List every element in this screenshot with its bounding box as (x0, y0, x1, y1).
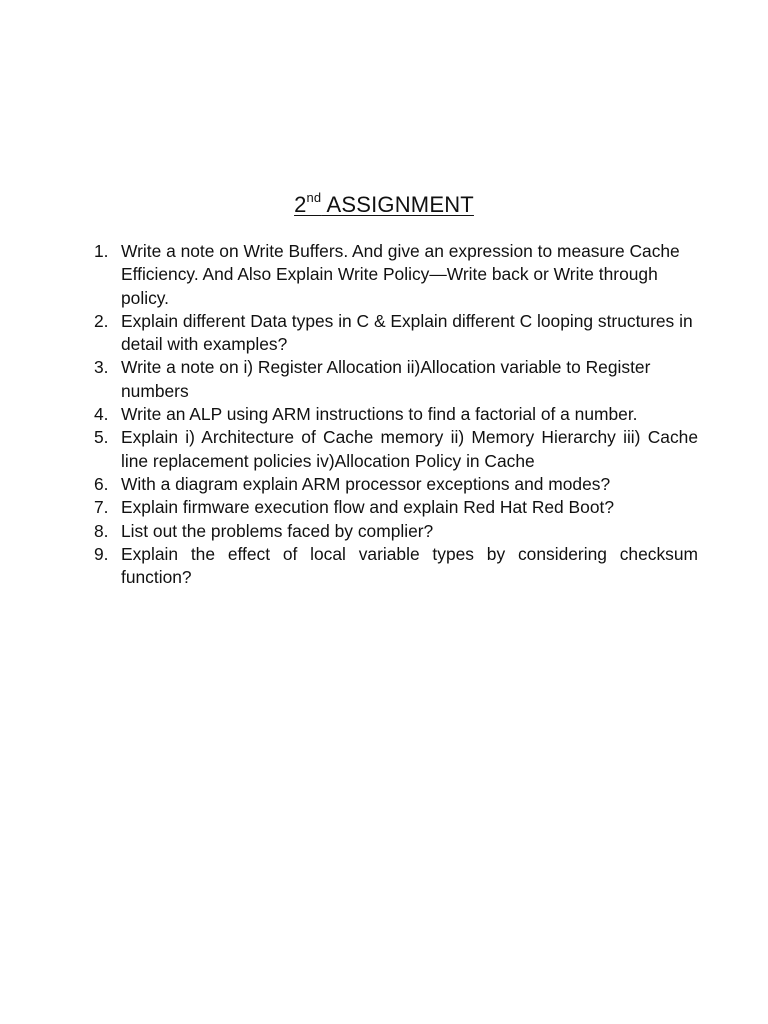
title-superscript: nd (306, 190, 322, 205)
question-text: Explain firmware execution flow and explain Red Hat Red Boot? (121, 497, 615, 518)
title-heading (294, 190, 474, 220)
question-text: Write an ALP using ARM instructions to find a factorial of a number. (121, 404, 638, 425)
question-item-7 (94, 496, 698, 519)
question-text: Write a note on Write Buffers. And give an expression to measure Cache Efficiency. And Also Explain Write Policy—Write back or Write through policy. (121, 241, 680, 308)
question-number: 7. (94, 497, 109, 518)
question-item-5 (94, 426, 698, 473)
question-item-8 (94, 520, 698, 543)
question-number: 4. (94, 404, 109, 425)
question-number: 2. (94, 310, 109, 331)
question-list (94, 240, 698, 589)
title-number: 2 (294, 192, 307, 217)
question-text: Explain the effect of local variable types by considering checksum function? (121, 543, 698, 588)
question-text: List out the problems faced by complier? (121, 520, 434, 541)
question-number: 8. (94, 520, 109, 541)
title-text: ASSIGNMENT (321, 192, 474, 217)
question-number: 9. (94, 543, 109, 564)
question-number: 3. (94, 357, 109, 378)
question-item-2 (94, 310, 698, 357)
question-number: 1. (94, 241, 109, 261)
question-item-6 (94, 473, 698, 496)
question-text: Explain i) Architecture of Cache memory ii) Memory Hierarchy iii) Cache line replacement policies iv)Allocation Policy in Cache (121, 427, 698, 471)
question-text: With a diagram explain ARM processor exceptions and modes? (121, 473, 611, 494)
question-item-9 (94, 543, 698, 590)
question-number: 6. (94, 473, 109, 494)
question-item-3 (94, 356, 698, 403)
question-number: 5. (94, 427, 109, 448)
page-title (0, 190, 768, 220)
question-text: Write a note on i) Register Allocation ii)Allocation variable to Register numbers (121, 357, 651, 401)
question-item-4 (94, 403, 698, 426)
question-text: Explain different Data types in C & Explain different C looping structures in detail with examples? (121, 310, 693, 355)
question-item-1 (94, 240, 698, 310)
